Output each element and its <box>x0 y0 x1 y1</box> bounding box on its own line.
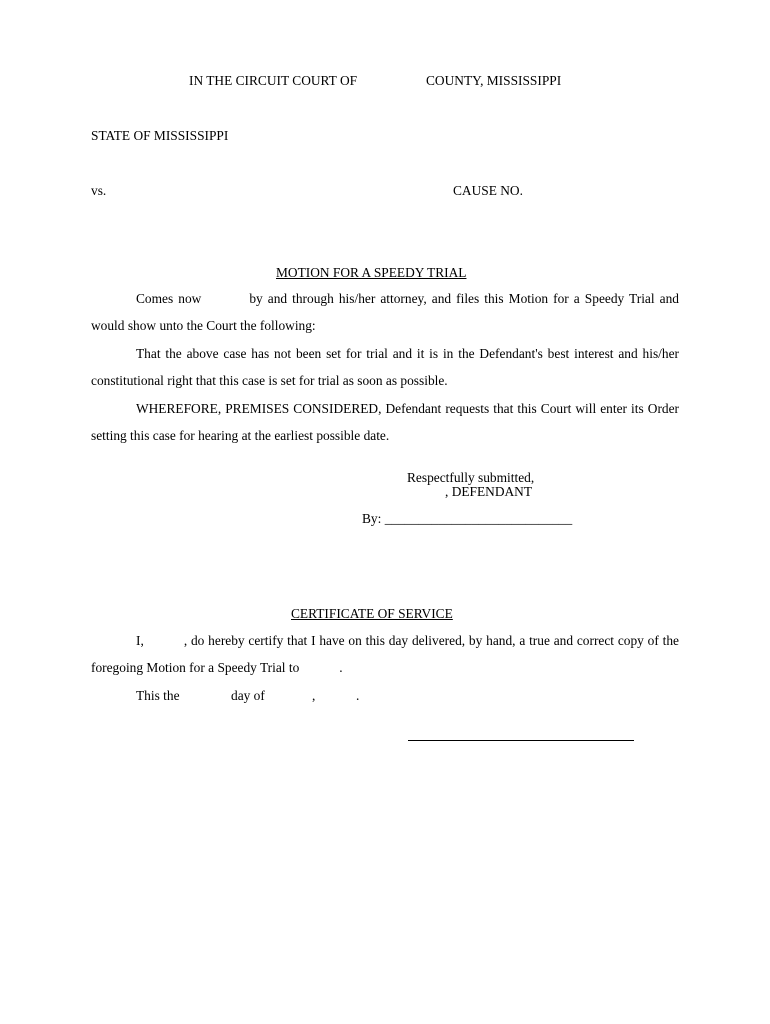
certificate-p1-start: I, <box>136 633 144 648</box>
cause-number-label: CAUSE NO. <box>453 183 523 198</box>
date-comma: , <box>312 688 316 703</box>
defendant-label: , DEFENDANT <box>445 484 533 499</box>
certificate-p1-end: . <box>339 660 343 675</box>
certificate-signature-line <box>408 740 634 741</box>
date-dayof-label: day of <box>231 688 265 703</box>
certificate-paragraph <box>91 627 679 681</box>
date-period: . <box>356 688 360 703</box>
versus-label: vs. <box>91 183 107 198</box>
court-heading-suffix: COUNTY, MISSISSIPPI <box>426 73 562 88</box>
motion-paragraph-2: That the above case has not been set for trial and it is in the Defendant's best interest and his/her constitutional right that this case is set for trial as soon as possible. <box>91 346 679 388</box>
by-signature-line: By: ____________________________ <box>362 511 573 526</box>
motion-paragraph-3: WHEREFORE, PREMISES CONSIDERED, Defendant requests that this Court will enter its Order setting this case for hearing at the earliest possible date. <box>91 401 679 443</box>
motion-p1-start: Comes now <box>136 291 202 306</box>
court-heading-prefix: IN THE CIRCUIT COURT OF <box>189 73 358 88</box>
certificate-p1-rest: , do hereby certify that I have on this day delivered, by hand, a true and correct copy of the foregoing Motion for a Speedy Trial to <box>91 633 679 675</box>
motion-p1-rest: by and through his/her attorney, and files this Motion for a Speedy Trial and would show unto the Court the following: <box>91 291 679 333</box>
motion-paragraph-1 <box>91 285 679 339</box>
respectfully-submitted: Respectfully submitted, <box>407 470 535 485</box>
certificate-title: CERTIFICATE OF SERVICE <box>291 606 453 621</box>
date-this-label: This the <box>136 688 180 703</box>
motion-title: MOTION FOR A SPEEDY TRIAL <box>276 265 467 280</box>
plaintiff-name: STATE OF MISSISSIPPI <box>91 128 229 143</box>
